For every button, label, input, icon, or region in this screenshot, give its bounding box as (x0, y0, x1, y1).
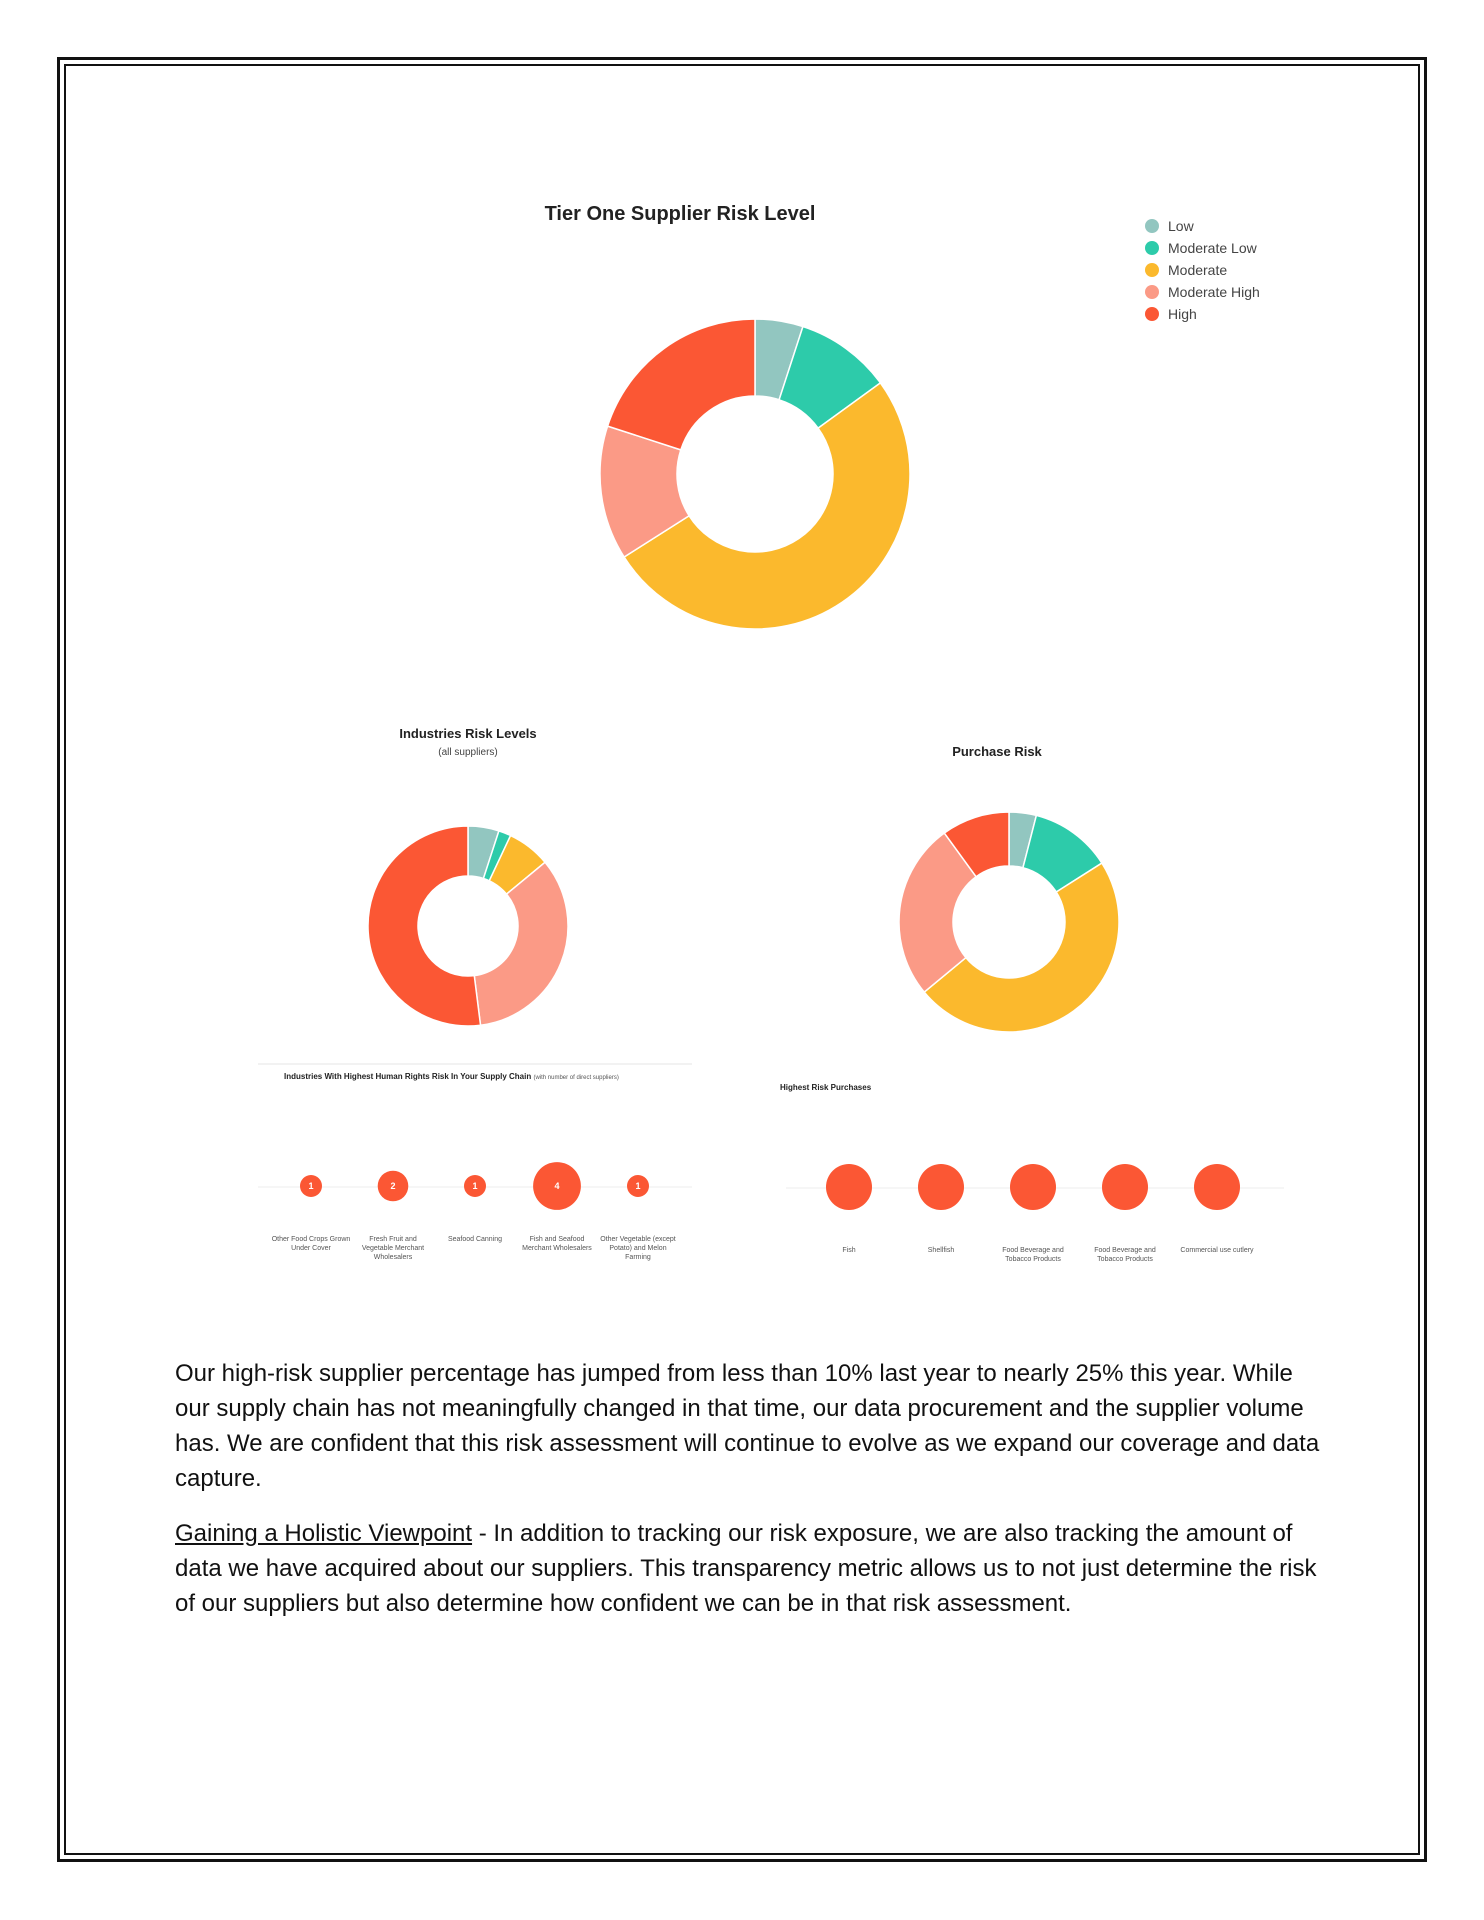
paragraph-2 (175, 1516, 1325, 1621)
industry-label-4: Fish and Seafood Merchant Wholesalers (522, 1236, 592, 1252)
purchase-bubble-5 (1194, 1164, 1240, 1210)
industry-label-1: Other Food Crops Grown Under Cover (271, 1236, 351, 1252)
legend-swatch-moderate-high (1145, 285, 1159, 299)
purchase-label-2: Shellfish (927, 1247, 955, 1254)
industry-label-3: Seafood Canning (447, 1236, 503, 1243)
industries-subtitle: (all suppliers) (438, 747, 498, 758)
tier-one-title: Tier One Supplier Risk Level (544, 203, 816, 225)
industries-bubble-subtitle: (with number of direct suppliers) (533, 1075, 619, 1081)
holistic-viewpoint-heading: Gaining a Holistic Viewpoint (175, 1520, 473, 1547)
purchase-bubble-3 (1010, 1164, 1056, 1210)
purchases-bubble-title: Highest Risk Purchases (780, 1083, 872, 1092)
industries-title: Industries Risk Levels (399, 726, 537, 741)
industries-bubbles (272, 1162, 676, 1261)
legend-swatch-moderate (1145, 263, 1159, 277)
purchase-risk-title: Purchase Risk (952, 744, 1042, 759)
legend-swatch-high (1145, 307, 1159, 321)
purchase-bubble-2 (918, 1164, 964, 1210)
industry-bubble-value-5: 1 (635, 1181, 641, 1191)
industries-bubble-title-main: Industries With Highest Human Rights Risk In Your Supply Chain (284, 1072, 532, 1081)
legend-label-low: Low (1168, 218, 1194, 234)
legend-label-high: High (1168, 306, 1197, 322)
paragraph-1: Our high-risk supplier percentage has jumped from less than 10% last year to nearly 25% this year. While our supply chain has not meaningfully changed in that time, our data procurement and the supplier volume has. We are confident that this risk assessment will continue to evolve as we expand our coverage and data capture. (175, 1360, 1320, 1492)
purchase-label-4: Food Beverage and Tobacco Products (1094, 1247, 1156, 1263)
purchase-bubble-1 (826, 1164, 872, 1210)
industry-label-5: Other Vegetable (except Potato) and Melon Farming (600, 1236, 676, 1261)
industry-bubble-value-2: 2 (390, 1181, 396, 1191)
paragraph-2-text: - In addition to tracking our risk exposure, we are also tracking the amount of data we have acquired about our suppliers. This transparency metric allows us to not just determine the risk of our suppliers but also determine how confident we can be in that risk assessment. (175, 1520, 1317, 1617)
legend-label-moderate-low: Moderate Low (1168, 240, 1257, 256)
legend-swatch-low (1145, 219, 1159, 233)
industry-bubble-value-4: 4 (554, 1181, 560, 1191)
industry-label-2: Fresh Fruit and Vegetable Merchant Wholesalers (361, 1236, 425, 1261)
legend-label-moderate-high: Moderate High (1168, 284, 1260, 300)
industries-donut (368, 826, 568, 1026)
industry-bubble-value-3: 1 (472, 1181, 478, 1191)
industries-slice-moderate-high (474, 862, 568, 1025)
purchase-bubble-4 (1102, 1164, 1148, 1210)
purchase-label-1: Fish (842, 1247, 856, 1254)
industries-slice-high (368, 826, 481, 1026)
purchase-label-5: Commercial use cutlery (1180, 1247, 1254, 1254)
industries-bubble-title (284, 1072, 619, 1081)
purchases-bubbles (826, 1164, 1254, 1263)
tier-one-donut (600, 319, 910, 629)
legend-swatch-moderate-low (1145, 241, 1159, 255)
tier-one-slice-high (608, 319, 755, 450)
legend (1145, 218, 1260, 322)
legend-label-moderate: Moderate (1168, 262, 1228, 278)
purchase-label-3: Food Beverage and Tobacco Products (1002, 1247, 1064, 1263)
purchase-risk-donut (899, 812, 1119, 1032)
body-text (175, 1356, 1325, 1641)
industry-bubble-value-1: 1 (308, 1181, 314, 1191)
